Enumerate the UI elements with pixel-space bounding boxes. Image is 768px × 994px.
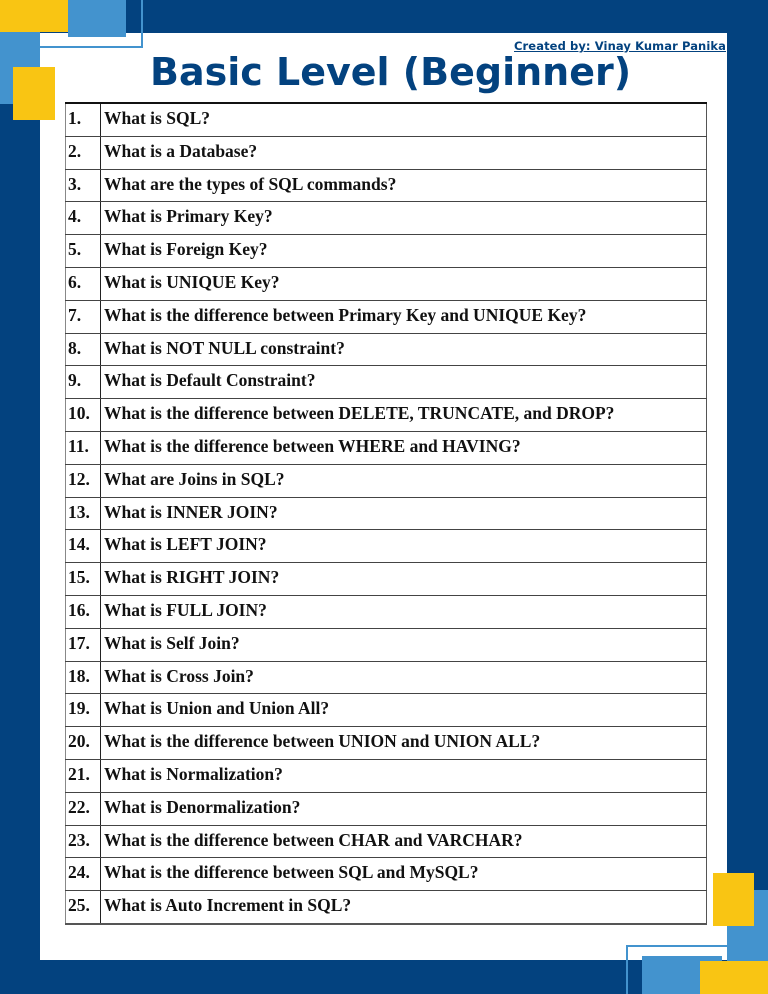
- table-row: [66, 858, 707, 891]
- decor-block-yellow-top-left: [0, 0, 68, 32]
- question-text: What is Cross Join?: [101, 661, 707, 694]
- table-row: [66, 169, 707, 202]
- question-number: 3.: [66, 169, 101, 202]
- question-text: What is INNER JOIN?: [101, 497, 707, 530]
- question-number: 10.: [66, 399, 101, 432]
- question-number: 16.: [66, 595, 101, 628]
- question-number: 25.: [66, 891, 101, 924]
- question-text: What is UNIQUE Key?: [101, 267, 707, 300]
- table-row: [66, 333, 707, 366]
- question-text: What is LEFT JOIN?: [101, 530, 707, 563]
- question-number: 1.: [66, 103, 101, 136]
- question-number: 2.: [66, 136, 101, 169]
- question-number: 17.: [66, 628, 101, 661]
- question-text: What is the difference between DELETE, TRUNCATE, and DROP?: [101, 399, 707, 432]
- question-text: What is Self Join?: [101, 628, 707, 661]
- question-text: What is NOT NULL constraint?: [101, 333, 707, 366]
- question-number: 8.: [66, 333, 101, 366]
- question-text: What is Default Constraint?: [101, 366, 707, 399]
- question-number: 19.: [66, 694, 101, 727]
- decor-outline-top-v: [141, 0, 143, 48]
- table-row: [66, 825, 707, 858]
- table-row: [66, 628, 707, 661]
- table-row: [66, 136, 707, 169]
- question-text: What are Joins in SQL?: [101, 464, 707, 497]
- question-number: 7.: [66, 300, 101, 333]
- decor-block-yellow-left: [13, 67, 55, 120]
- question-text: What is Denormalization?: [101, 792, 707, 825]
- table-row: [66, 759, 707, 792]
- table-row: [66, 464, 707, 497]
- decor-outline-top-h: [40, 46, 143, 48]
- question-text: What is the difference between SQL and MySQL?: [101, 858, 707, 891]
- question-number: 6.: [66, 267, 101, 300]
- table-row: [66, 891, 707, 924]
- question-text: What is the difference between WHERE and HAVING?: [101, 431, 707, 464]
- decor-block-light-blue-top: [68, 0, 126, 37]
- question-text: What is SQL?: [101, 103, 707, 136]
- table-row: [66, 563, 707, 596]
- table-row: [66, 235, 707, 268]
- decor-outline-bottom-h: [626, 945, 727, 947]
- question-text: What is Normalization?: [101, 759, 707, 792]
- question-number: 11.: [66, 431, 101, 464]
- question-text: What is the difference between CHAR and VARCHAR?: [101, 825, 707, 858]
- table-row: [66, 366, 707, 399]
- question-text: What are the types of SQL commands?: [101, 169, 707, 202]
- question-number: 12.: [66, 464, 101, 497]
- questions-table: [65, 102, 707, 925]
- question-number: 21.: [66, 759, 101, 792]
- question-number: 20.: [66, 727, 101, 760]
- table-row: [66, 792, 707, 825]
- question-number: 13.: [66, 497, 101, 530]
- question-text: What is RIGHT JOIN?: [101, 563, 707, 596]
- table-row: [66, 399, 707, 432]
- question-text: What is FULL JOIN?: [101, 595, 707, 628]
- decor-block-yellow-bottom-right: [700, 961, 768, 994]
- author-credit: Created by: Vinay Kumar Panika: [514, 39, 726, 53]
- question-text: What is the difference between Primary Key and UNIQUE Key?: [101, 300, 707, 333]
- decor-block-yellow-right: [713, 873, 754, 926]
- table-row: [66, 694, 707, 727]
- table-row: [66, 497, 707, 530]
- table-row: [66, 300, 707, 333]
- table-row: [66, 103, 707, 136]
- page-title: Basic Level (Beginner): [150, 50, 632, 94]
- table-row: [66, 267, 707, 300]
- question-number: 18.: [66, 661, 101, 694]
- decor-outline-bottom-v: [626, 945, 628, 994]
- table-row: [66, 431, 707, 464]
- question-number: 23.: [66, 825, 101, 858]
- question-text: What is Primary Key?: [101, 202, 707, 235]
- table-row: [66, 727, 707, 760]
- table-row: [66, 595, 707, 628]
- question-text: What is Union and Union All?: [101, 694, 707, 727]
- table-row: [66, 661, 707, 694]
- question-number: 9.: [66, 366, 101, 399]
- question-text: What is a Database?: [101, 136, 707, 169]
- question-number: 5.: [66, 235, 101, 268]
- question-number: 24.: [66, 858, 101, 891]
- question-text: What is Foreign Key?: [101, 235, 707, 268]
- table-row: [66, 530, 707, 563]
- question-number: 15.: [66, 563, 101, 596]
- question-text: What is Auto Increment in SQL?: [101, 891, 707, 924]
- table-row: [66, 202, 707, 235]
- question-number: 14.: [66, 530, 101, 563]
- question-number: 4.: [66, 202, 101, 235]
- question-text: What is the difference between UNION and UNION ALL?: [101, 727, 707, 760]
- question-number: 22.: [66, 792, 101, 825]
